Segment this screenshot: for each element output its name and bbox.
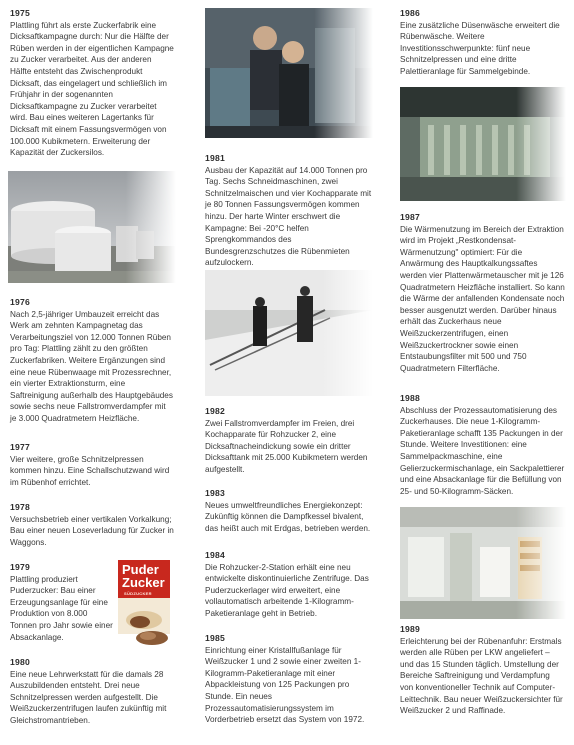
entry-text: Abschluss der Prozessautomatisierung des Zuckerhauses. Die neue 1-Kilogramm-Paketieranlage schafft 135 Packungen in der Stunde. Weitere Investitionen: eine Sammelpackmaschine, eine Gelierzuckermischanlage, ein Sackpalettierer und eine Absackanlage für die Befüllung von 25- und 50-Kilogramm-Säcken. [400, 405, 565, 496]
entry-1988 [400, 393, 565, 497]
entry-1982 [205, 406, 373, 476]
entry-1983 [205, 488, 373, 534]
entry-text: Erleichterung bei der Rübenanfuhr: Erstmals werden alle Rüben per LKW angeliefert – und das 15 Stunden täglich. Umstellung der Bereiche Saftreinigung und Verdampfung von konventioneller Technik auf Computer-Leittechnik. Bau neuer Weißzuckersichter für Weißzucker 2 und Raffinade. [400, 636, 563, 716]
entry-text: Plattling produziert Puderzucker: Bau einer Erzeugungsanlage für eine Produktion von 8.000 Tonnen pro Jahr sowie einer Absackanlage. [10, 574, 113, 642]
package-title-line1: Puder [122, 562, 159, 577]
entry-text: Die Rohzucker-2-Station erhält eine neu entwickelte diskontinuierliche Zentrifuge. Das Puderzuckerlager wird erweitert, eine vollautomatisch arbeitende 1-Kilogramm-Paketieranlage geht in Betrieb. [205, 562, 369, 618]
entry-text: Versuchsbetrieb einer vertikalen Vorkalkung; Bau einer neuen Loseverladung für Zucker in Waggons. [10, 514, 174, 547]
entry-1977 [10, 442, 174, 488]
package-title-line2: Zucker [122, 575, 165, 590]
entry-text: Eine neue Lehrwerkstatt für die damals 28 Auszubildenden entsteht. Drei neue Schnitzelpressen werden aufgestellt. Die Weißzuckerzentrifugen laufen zukünftig mit Gleichstromantrieben. [10, 669, 167, 725]
photo-winter-workers [205, 270, 373, 396]
photo-storage-tanks [8, 171, 176, 283]
entry-1984 [205, 550, 373, 620]
year-label: 1981 [205, 153, 225, 163]
photo-control-room-workers [205, 8, 373, 138]
year-label: 1979 [10, 562, 30, 572]
year-label: 1977 [10, 442, 30, 452]
year-label: 1985 [205, 633, 225, 643]
year-label: 1986 [400, 8, 420, 18]
photo-washing-plant [400, 87, 566, 201]
year-label: 1987 [400, 212, 420, 222]
year-label: 1976 [10, 297, 30, 307]
entry-1976 [10, 297, 174, 425]
entry-1989 [400, 624, 565, 717]
year-label: 1989 [400, 624, 420, 634]
entry-text: Zwei Fallstromverdampfer im Freien, drei Kochapparate für Rohzucker 2, eine Dicksaftnacheindickung sowie ein dritter Dicksafttank mit 25.000 Kubikmetern werden aufgestellt. [205, 418, 368, 474]
entry-text: Vier weitere, große Schnitzelpressen kommen hinzu. Eine Schallschutzwand wird im Rübenhof errichtet. [10, 454, 170, 487]
year-label: 1984 [205, 550, 225, 560]
entry-text: Plattling führt als erste Zuckerfabrik eine Dicksaftkampagne durch: Nur die Hälfte der Rüben werden in der eigentlichen Kampagne zu Zucker verarbeitet. Aus der anderen Hälfte entsteht das Zwischenprodukt Dicksaft, das eingelagert und schließlich im Frühjahr in der sogenannten Dicksaftkampagne zu Zucker verarbeitet wird. Bau eines weiteren Lagertanks für Dicksaft mit einem Fassungsvermögen von 100.000 Kubikmetern. Erweiterung der Kapazität der Zuckersilos. [10, 20, 174, 158]
entry-1979 [10, 562, 114, 643]
photo-packaging-line [400, 507, 566, 619]
puderzucker-package-image [118, 560, 174, 652]
entry-1980 [10, 657, 174, 727]
year-label: 1975 [10, 8, 30, 18]
entry-1978 [10, 502, 174, 548]
entry-text: Die Wärmenutzung im Bereich der Extraktion wird im Projekt „Restkondensat-Wärmenutzung" optimiert: Für die Anwärmung des Hauptkalkungssaftes werden vier Plattenwärmetauscher mit je 126 Quadratmetern Heizfläche installiert. So kann die Wärme der anfallenden Kondensate noch besser ausgenutzt werden. Darüber hinaus erhält das Zuckerhaus neue Weißzuckerzentrifugen, einen Weißzuckertrockner sowie einen Entstaubungsfilter mit 500 und 750 Quadratmetern Filterfläche. [400, 224, 565, 373]
year-label: 1988 [400, 393, 420, 403]
entry-text: Ausbau der Kapazität auf 14.000 Tonnen pro Tag. Sechs Schneidmaschinen, zwei Schnitzelmaischen und vier Kochapparate mit je 80 Tonnen Fassungsvermögen kommen hinzu. Der harte Winter erschwert die Kampagne: Bei -20°C helfen Sprengkommandos des Bundesgrenzschutzes die Rübenmieten aufzulockern. [205, 165, 372, 268]
year-label: 1983 [205, 488, 225, 498]
entry-text: Neues umweltfreundliches Energiekonzept: Zukünftig können die Dampfkessel bivalent, das heißt auch mit Erdgas, betrieben werden. [205, 500, 371, 533]
entry-1986 [400, 8, 565, 78]
entry-text: Einrichtung einer Kristallfußanlage für Weißzucker 1 und 2 sowie einer zweiten 1-Kilogramm-Paketieranlage mit einer Abpackleistung von 125 Packungen pro Stunde. Ein neues Prozessautomatisierungssystem im Vorderbetrieb ersetzt das System von 1972. [205, 645, 365, 725]
year-label: 1978 [10, 502, 30, 512]
year-label: 1982 [205, 406, 225, 416]
entry-1985 [205, 633, 373, 726]
entry-text: Nach 2,5-jähriger Umbauzeit erreicht das Werk am zehnten Kampagnetag das Verarbeitungsziel von 12.000 Tonnen Rüben pro Tag: Plattling zählt zu den größten Zuckerfabriken. Weitere Ergänzungen sind eine neue Rübenwaage mit Prozessrechner, ein vierter Extraktionsturm, eine Saftreinigung außerhalb des Hauptgebäudes sowie sechs neue Fallstromverdampfer mit je 3.000 Quadratmetern Heizfläche. [10, 309, 173, 423]
year-label: 1980 [10, 657, 30, 667]
entry-text: Eine zusätzliche Düsenwäsche erweitert die Rübenwäsche. Weitere Investitionsschwerpunkte: fünf neue Schnitzelpressen und eine dritte Palettieranlage für Sammelgebinde. [400, 20, 560, 76]
entry-1975 [10, 8, 174, 159]
package-brand: SÜDZUCKER [124, 591, 152, 596]
entry-1981 [205, 153, 373, 269]
entry-1987 [400, 212, 565, 374]
